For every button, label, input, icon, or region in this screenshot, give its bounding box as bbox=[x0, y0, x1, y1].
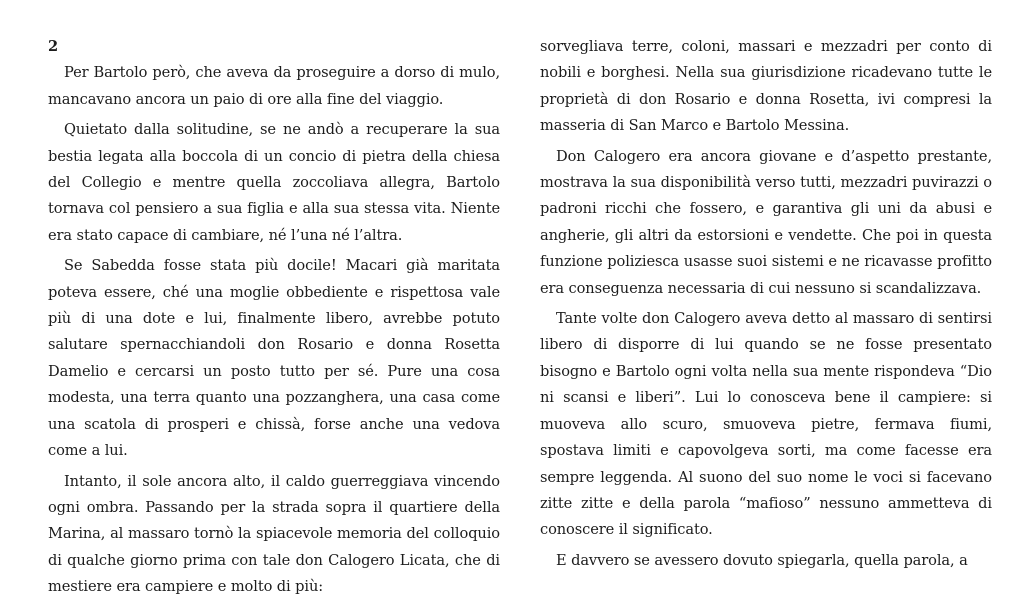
paragraph: Per Bartolo però, che aveva da proseguire a dorso di mulo, mancavano ancora un paio di ore alla fine del viaggio. bbox=[48, 64, 500, 108]
left-column bbox=[48, 34, 500, 605]
paragraph-continuation: sorvegliava terre, coloni, massari e mezzadri per conto di nobili e borghesi. Nella sua giurisdizione ricadevano tutte le proprietà di don Rosario e donna Rosetta, ivi compresi la masseria di San Marco e Bartolo Messina. bbox=[540, 38, 992, 135]
page-number: 2 bbox=[48, 38, 59, 55]
paragraph: E davvero se avessero dovuto spiegarla, quella parola, a bbox=[556, 551, 968, 569]
right-column bbox=[540, 34, 992, 578]
paragraph: Intanto, il sole ancora alto, il caldo guerreggiava vincendo ogni ombra. Passando per la strada sopra il quartiere della Marina, al massaro tornò la spiacevole memoria del colloquio di qualche giorno prima con tale don Calogero Licata, che di mestiere era campiere e molto di più: bbox=[48, 472, 500, 596]
paragraph: Quietato dalla solitudine, se ne andò a recuperare la sua bestia legata alla boccola di un concio di pietra della chiesa del Collegio e mentre quella zoccoliava allegra, Bartolo tornava col pensiero a sua figlia e alla sua stessa vita. Niente era stato capace di cambiare, né l’una né l’altra. bbox=[48, 121, 500, 244]
paragraph: Don Calogero era ancora giovane e d’aspetto prestante, mostrava la sua disponibilità verso tutti, mezzadri puvirazzi o padroni ricchi che fossero, e garantiva gli uni da abusi e angherie, gli altri da estorsioni e vendette. Che poi in questa funzione poliziesca usasse suoi sistemi e ne ricavasse profitto era conseguenza necessaria di cui nessuno si scandalizzava. bbox=[540, 147, 992, 297]
book-page bbox=[0, 34, 1024, 603]
paragraph: Se Sabedda fosse stata più docile! Macari già maritata poteva essere, ché una moglie obbediente e rispettosa vale più di una dote e lui, finalmente libero, avrebbe potuto salutare spernacchiandoli don Rosario e donna Rosetta Damelio e cercarsi un posto tutto per sé. Pure una cosa modesta, una terra quanto una pozzanghera, una casa come una scatola di prosperi e chissà, forse anche una vedova come a lui. bbox=[48, 257, 500, 460]
paragraph: Tante volte don Calogero aveva detto al massaro di sentirsi libero di disporre di lui quando se ne fosse presentato bisogno e Bartolo ogni volta nella sua mente rispondeva “Dio ni scansi e liberi”. Lui lo conosceva bene il campiere: si muoveva allo scuro, smuoveva pietre, fermava fiumi, spostava limiti e capovolgeva sorti, ma come facesse era sempre leggenda. Al suono del suo nome le voci si facevano zitte zitte e della parola “mafioso” nessuno ammetteva di conoscere il significato. bbox=[540, 310, 992, 539]
